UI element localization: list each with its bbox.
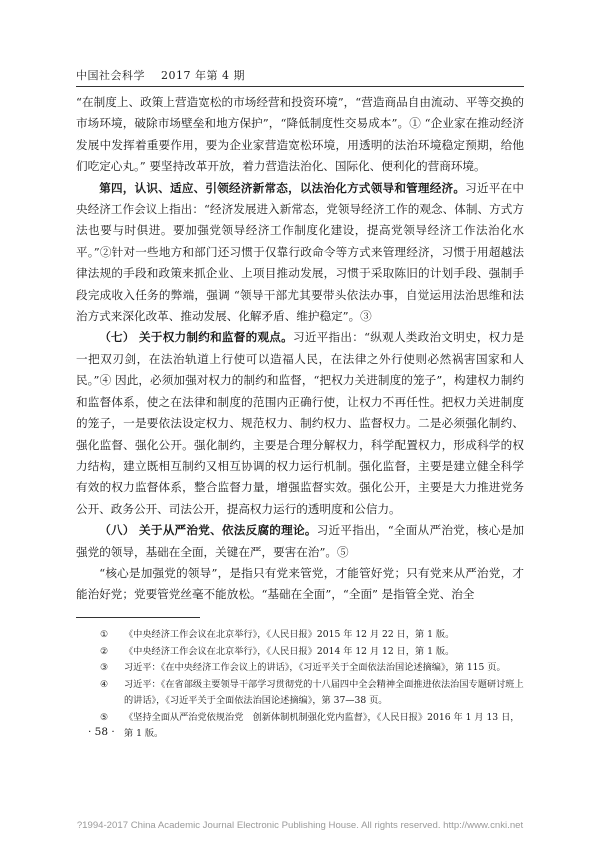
footnote-mark: ④ (100, 678, 109, 690)
footnote-rule (76, 617, 200, 618)
paragraph (76, 327, 524, 520)
footnote-text: 《坚持全面从严治党依规治党 创新体制机制强化党内监督》，《人民日报》2016 年 1 月 13 日，第 1 版。 (124, 711, 520, 739)
section-heading: （八） 关于从严治党、依法反腐的理论。 (99, 523, 317, 538)
paragraph-lead: 第四，认识、适应、引领经济新常态，以法治化方式领导和管理经济。 (99, 180, 466, 195)
paragraph: “在制度上、政策上营造宽松的市场经营和投资环境”，“营造商品自由流动、平等交换的市场环境，破除市场壁垒和地方保护”，“降低制度性交易成本”。① “企业家在推动经济发展中发挥着重要作用，要为企业家营造宽松环境，用透明的法治环境稳定预期，给他们吃定心丸。” 要坚持改革开放，着力营造法治化、国际化、便利化的营商环境。 (76, 95, 524, 174)
footnote-mark: ③ (100, 662, 109, 673)
section-heading: （七） 关于权力制约和监督的观点。 (99, 330, 293, 345)
footnote-mark: ② (100, 645, 109, 657)
paragraph-text: 习近平指出：“纵观人类政治文明史，权力是一把双刃剑，在法治轨道上行使可以造福人民，在法律之外行使则必然祸害国家和人民。”④ 因此，必须加强对权力的制约和监督，“把权力关进制度的笼子”，构建权力制约和监督体系，使之在法律和制度的范围内正确行使，让权力不再任性。把权力关进制度的笼子，一是要依法设定权力、规范权力、制约权力、监督权力。二是必须强化制约、强化监督、强化公开。强化制约，主要是合理分解权力，科学配置权力，形成科学的权力结构，建立既相互制约又相互协调的权力运行机制。强化监督，主要是建立健全科学有效的权力监督体系，整合监督力量，增强监督实效。强化公开，主要是大力推进党务公开、政务公开、司法公开，提高权力运行的透明度和公信力。 (76, 330, 524, 516)
paragraph-text: 习近平在中央经济工作会议上指出：“经济发展进入新常态，党领导经济工作的观念、体制、方式方法也要与时俱进。要加强党领导经济工作制度化建设，提高党领导经济工作法治化水平。”②针对一些地方和部门还习惯于仅靠行政命令等方式来管理经济，习惯于用超越法律法规的手段和政策来抓企业、上项目推动发展，习惯于采取陈旧的计划手段、强制手段完成收入任务的弊端，强调 “领导干部尤其要带头依法办事，自觉运用法治思维和法治方式来深化改革、推动发展、化解矛盾、维护稳定”。③ (76, 180, 524, 324)
footnote-mark: ① (100, 629, 109, 640)
footnote (100, 644, 524, 661)
page-number: · 58 · (88, 726, 115, 738)
footnote-text: 习近平：《在中央经济工作会议上的讲话》，《习近平关于全面依法治国论述摘编》，第 115 页。 (124, 662, 506, 673)
copyright-watermark: ?1994-2017 China Academic Journal Electronic Publishing House. All rights reserved. http://www.cnki.net (76, 820, 524, 831)
footnote-text: 《中央经济工作会议在北京举行》，《人民日报》2015 年 12 月 22 日，第 1 版。 (124, 629, 455, 640)
paragraph (76, 178, 524, 328)
issue-label: 2017 年第 4 期 (161, 69, 245, 82)
footnote-mark: ⑤ (100, 711, 109, 723)
paragraph (76, 520, 524, 563)
header-rule (76, 86, 524, 87)
article-body (76, 92, 524, 606)
footnote (100, 660, 524, 677)
footnote-text: 《中央经济工作会议在北京举行》，《人民日报》2014 年 12 月 12 日，第 1 版。 (124, 645, 455, 657)
footnote-text: 习近平：《在省部级主要领导干部学习贯彻党的十八届四中全会精神全面推进依法治国专题研讨班上的讲话》，《习近平关于全面依法治国论述摘编》，第 37—38 页。 (124, 678, 524, 706)
journal-name: 中国社会科学 (76, 69, 145, 82)
paragraph-text: 习近平指出，“全面从严治党，核心是加强党的领导，基础在全面，关键在严，要害在治”。⑤ (76, 523, 524, 559)
footnote (100, 677, 524, 710)
paragraph: “核心是加强党的领导”，是指只有党来管党，才能管好党；只有党来从严治党，才能治好党；党要管党丝毫不能放松。“基础在全面”，“全面” 是指管全党、治全 (76, 565, 524, 602)
footnotes (100, 627, 524, 743)
running-header (76, 67, 245, 83)
footnote (100, 627, 524, 644)
footnote (100, 710, 524, 743)
